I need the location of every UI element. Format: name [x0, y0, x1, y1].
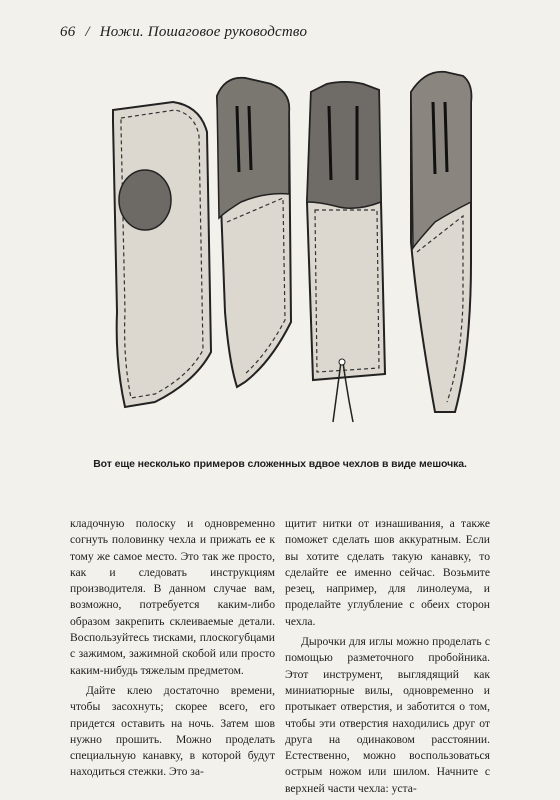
paragraph: Дырочки для иглы можно проделать с помощью разметочного пробойника. Этот инструмент, выглядящий как миниатюрные вилы, одновременно и протыкает отверстия, и заботится о том, чтобы эти отверстия находились друг от друга на одинаковом расстоянии. Естественно, можно воспользоваться острым ножом или шилом. Начните с верхней части чехла: уста- — [285, 635, 490, 795]
header-separator: / — [85, 24, 90, 40]
sheath-1 — [113, 102, 211, 407]
sheath-illustration — [95, 62, 495, 442]
sheath-4 — [411, 72, 471, 412]
text-column-left — [70, 516, 275, 781]
text-column-right — [285, 516, 490, 797]
sheath-2 — [217, 78, 291, 387]
running-header — [60, 24, 307, 41]
sheath-3 — [307, 82, 385, 422]
paragraph: щитит нитки от изнашивания, а также поможет сделать шов аккуратным. Если вы хотите сделать такую канавку, то сделайте ее именно сейчас. Возьмите резец, например, для линолеума, и проделайте углубление с обеих сторон чехла. — [285, 517, 490, 628]
figure-caption: Вот еще несколько примеров сложенных вдвое чехлов в виде мешочка. — [93, 458, 467, 470]
page-number: 66 — [60, 24, 76, 40]
book-title: Ножи. Пошаговое руководство — [99, 24, 308, 40]
paragraph: кладочную полоску и одновременно согнуть половинку чехла и прижать ее к тому же самое место. Это так же просто, как и следовать инструкциям производителя. В данном случае вам, возможно, потребуется каким-либо образом закрепить склеиваемые детали. Воспользуйтесь тисками, плоскогубцами с зажимом, зажимной скобой или просто каким-нибудь тяжелым предметом. — [70, 517, 275, 677]
paragraph: Дайте клею достаточно времени, чтобы засохнуть; скорее всего, его придется оставить на ночь. Затем шов нужно прошить. Можно проделать специальную канавку, в которой будут находиться стежки. Это за- — [70, 683, 275, 779]
